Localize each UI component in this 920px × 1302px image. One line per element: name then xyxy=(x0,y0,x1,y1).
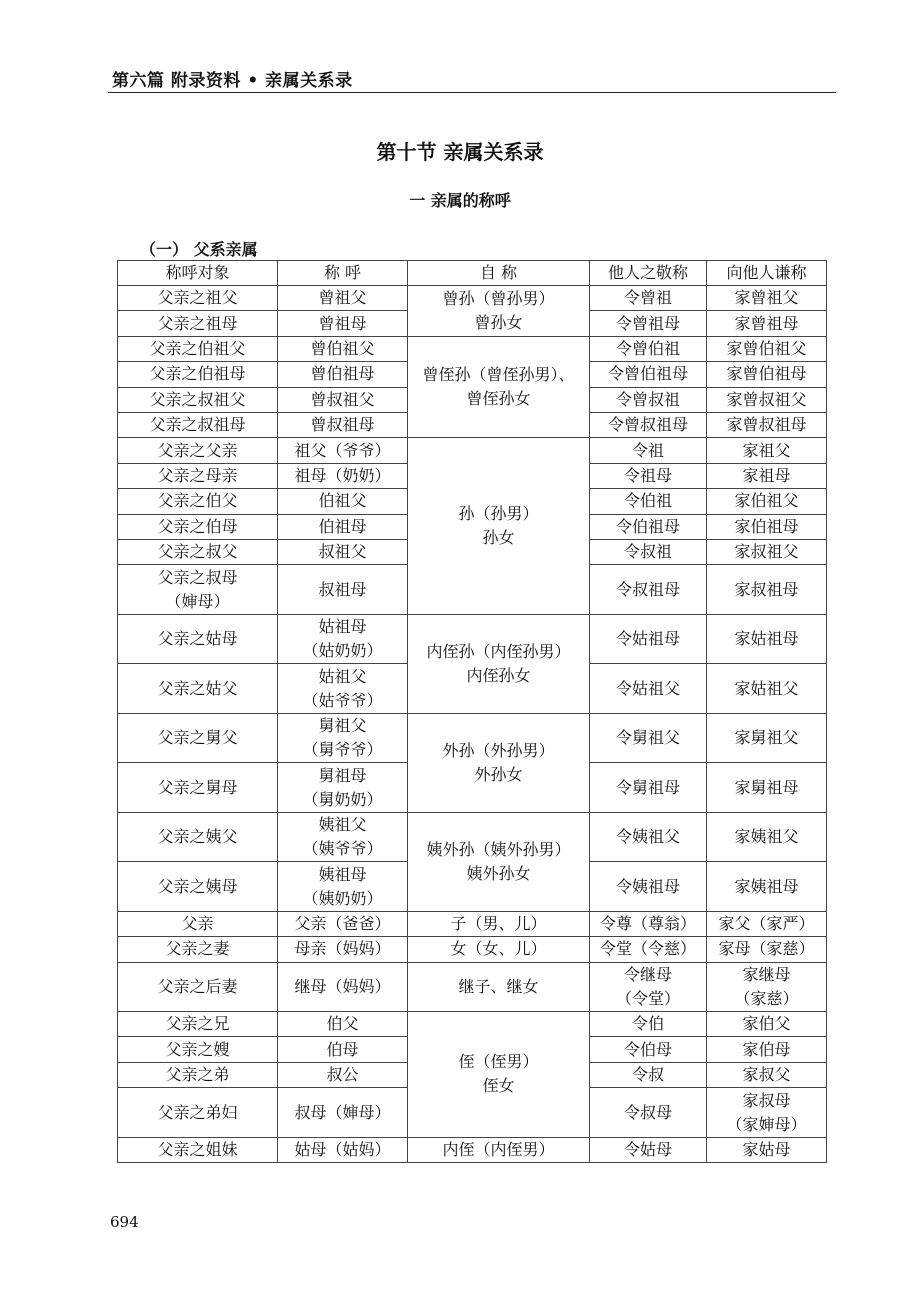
humble-cell: 家叔祖母 xyxy=(707,565,827,615)
call-cell: 姨祖父 （姨爷爷） xyxy=(278,812,408,862)
call-cell: 父亲（爸爸） xyxy=(278,911,408,936)
humble-cell: 家祖父 xyxy=(707,438,827,463)
table-row xyxy=(118,336,827,361)
call-cell: 姑祖母 （姑奶奶） xyxy=(278,614,408,664)
polite-cell: 令舅祖父 xyxy=(590,713,707,763)
call-cell: 姑祖父 （姑爷爷） xyxy=(278,664,408,714)
polite-cell: 令祖 xyxy=(590,438,707,463)
call-cell: 伯母 xyxy=(278,1037,408,1062)
page-number: 694 xyxy=(110,1213,139,1231)
humble-cell: 家曾叔祖母 xyxy=(707,412,827,437)
humble-cell: 家曾叔祖父 xyxy=(707,387,827,412)
polite-cell: 令伯母 xyxy=(590,1037,707,1062)
call-cell: 曾祖母 xyxy=(278,311,408,336)
call-cell: 舅祖母 （舅奶奶） xyxy=(278,763,408,813)
target-cell: 父亲之嫂 xyxy=(118,1037,278,1062)
call-cell: 姨祖母 （姨奶奶） xyxy=(278,862,408,912)
self-cell: 曾侄孙（曾侄孙男）、 曾侄孙女 xyxy=(408,336,590,438)
polite-cell: 令姨祖母 xyxy=(590,862,707,912)
polite-cell: 令继母 （令堂） xyxy=(590,962,707,1012)
table-row xyxy=(118,911,827,936)
humble-cell: 家伯母 xyxy=(707,1037,827,1062)
table-row xyxy=(118,713,827,763)
humble-cell: 家父（家严） xyxy=(707,911,827,936)
target-cell: 父亲之弟 xyxy=(118,1062,278,1087)
table-row xyxy=(118,286,827,311)
polite-cell: 令叔祖母 xyxy=(590,565,707,615)
table-row xyxy=(118,812,827,862)
target-cell: 父亲之舅母 xyxy=(118,763,278,813)
target-cell: 父亲 xyxy=(118,911,278,936)
target-cell: 父亲之母亲 xyxy=(118,463,278,488)
self-cell: 内侄（内侄男） xyxy=(408,1137,590,1162)
running-header: 第六篇 附录资料 • 亲属关系录 xyxy=(112,71,353,91)
call-cell: 曾伯祖母 xyxy=(278,362,408,387)
polite-cell: 令曾叔祖 xyxy=(590,387,707,412)
group-title: （一） 父系亲属 xyxy=(140,240,258,259)
humble-cell: 家舅祖母 xyxy=(707,763,827,813)
polite-cell: 令舅祖母 xyxy=(590,763,707,813)
column-header: 向他人谦称 xyxy=(707,261,827,286)
self-cell: 曾孙（曾孙男） 曾孙女 xyxy=(408,286,590,337)
polite-cell: 令曾祖 xyxy=(590,286,707,311)
humble-cell: 家伯父 xyxy=(707,1012,827,1037)
subsection-title: 一 亲属的称呼 xyxy=(409,191,511,210)
call-cell: 叔祖母 xyxy=(278,565,408,615)
call-cell: 继母（妈妈） xyxy=(278,962,408,1012)
target-cell: 父亲之姨父 xyxy=(118,812,278,862)
humble-cell: 家曾祖母 xyxy=(707,311,827,336)
self-cell: 子（男、儿） xyxy=(408,911,590,936)
call-cell: 伯父 xyxy=(278,1012,408,1037)
column-header: 他人之敬称 xyxy=(590,261,707,286)
table-row xyxy=(118,438,827,463)
call-cell: 曾祖父 xyxy=(278,286,408,311)
call-cell: 叔祖父 xyxy=(278,539,408,564)
humble-cell: 家舅祖父 xyxy=(707,713,827,763)
polite-cell: 令姑祖母 xyxy=(590,614,707,664)
target-cell: 父亲之祖父 xyxy=(118,286,278,311)
polite-cell: 令曾伯祖母 xyxy=(590,362,707,387)
humble-cell: 家叔祖父 xyxy=(707,539,827,564)
section-title: 第十节 亲属关系录 xyxy=(376,140,544,164)
humble-cell: 家姑祖母 xyxy=(707,614,827,664)
target-cell: 父亲之伯父 xyxy=(118,489,278,514)
column-header: 称 呼 xyxy=(278,261,408,286)
humble-cell: 家叔母 （家婶母） xyxy=(707,1088,827,1138)
table-row xyxy=(118,962,827,1012)
humble-cell: 家祖母 xyxy=(707,463,827,488)
target-cell: 父亲之弟妇 xyxy=(118,1088,278,1138)
target-cell: 父亲之兄 xyxy=(118,1012,278,1037)
polite-cell: 令尊（尊翁） xyxy=(590,911,707,936)
target-cell: 父亲之舅父 xyxy=(118,713,278,763)
target-cell: 父亲之后妻 xyxy=(118,962,278,1012)
target-cell: 父亲之父亲 xyxy=(118,438,278,463)
self-cell: 孙（孙男） 孙女 xyxy=(408,438,590,614)
self-cell: 外孙（外孙男） 外孙女 xyxy=(408,713,590,812)
call-cell: 叔公 xyxy=(278,1062,408,1087)
polite-cell: 令叔 xyxy=(590,1062,707,1087)
humble-cell: 家姨祖父 xyxy=(707,812,827,862)
self-cell: 侄（侄男） 侄女 xyxy=(408,1012,590,1138)
target-cell: 父亲之姑父 xyxy=(118,664,278,714)
header-rule xyxy=(108,92,836,93)
column-header: 自 称 xyxy=(408,261,590,286)
call-cell: 叔母（婶母） xyxy=(278,1088,408,1138)
polite-cell: 令伯祖 xyxy=(590,489,707,514)
humble-cell: 家伯祖父 xyxy=(707,489,827,514)
call-cell: 伯祖母 xyxy=(278,514,408,539)
target-cell: 父亲之姨母 xyxy=(118,862,278,912)
target-cell: 父亲之叔祖父 xyxy=(118,387,278,412)
self-cell: 内侄孙（内侄孙男） 内侄孙女 xyxy=(408,614,590,713)
table-row xyxy=(118,614,827,664)
call-cell: 姑母（姑妈） xyxy=(278,1137,408,1162)
polite-cell: 令叔祖 xyxy=(590,539,707,564)
self-cell: 继子、继女 xyxy=(408,962,590,1012)
target-cell: 父亲之姑母 xyxy=(118,614,278,664)
humble-cell: 家曾祖父 xyxy=(707,286,827,311)
humble-cell: 家姑祖父 xyxy=(707,664,827,714)
self-cell: 姨外孙（姨外孙男） 姨外孙女 xyxy=(408,812,590,911)
humble-cell: 家姨祖母 xyxy=(707,862,827,912)
table-row xyxy=(118,1012,827,1037)
polite-cell: 令曾祖母 xyxy=(590,311,707,336)
call-cell: 舅祖父 （舅爷爷） xyxy=(278,713,408,763)
polite-cell: 令姑祖父 xyxy=(590,664,707,714)
call-cell: 曾伯祖父 xyxy=(278,336,408,361)
call-cell: 曾叔祖母 xyxy=(278,412,408,437)
humble-cell: 家继母 （家慈） xyxy=(707,962,827,1012)
call-cell: 祖母（奶奶） xyxy=(278,463,408,488)
target-cell: 父亲之妻 xyxy=(118,937,278,962)
column-header: 称呼对象 xyxy=(118,261,278,286)
humble-cell: 家叔父 xyxy=(707,1062,827,1087)
target-cell: 父亲之伯祖母 xyxy=(118,362,278,387)
polite-cell: 令姨祖父 xyxy=(590,812,707,862)
target-cell: 父亲之叔祖母 xyxy=(118,412,278,437)
call-cell: 祖父（爷爷） xyxy=(278,438,408,463)
target-cell: 父亲之叔父 xyxy=(118,539,278,564)
polite-cell: 令伯祖母 xyxy=(590,514,707,539)
target-cell: 父亲之伯祖父 xyxy=(118,336,278,361)
polite-cell: 令叔母 xyxy=(590,1088,707,1138)
call-cell: 曾叔祖父 xyxy=(278,387,408,412)
humble-cell: 家曾伯祖父 xyxy=(707,336,827,361)
kinship-table xyxy=(117,260,827,1163)
target-cell: 父亲之伯母 xyxy=(118,514,278,539)
table-row xyxy=(118,1137,827,1162)
polite-cell: 令姑母 xyxy=(590,1137,707,1162)
polite-cell: 令堂（令慈） xyxy=(590,937,707,962)
polite-cell: 令曾伯祖 xyxy=(590,336,707,361)
target-cell: 父亲之姐妹 xyxy=(118,1137,278,1162)
target-cell: 父亲之叔母 （婶母） xyxy=(118,565,278,615)
self-cell: 女（女、儿） xyxy=(408,937,590,962)
polite-cell: 令祖母 xyxy=(590,463,707,488)
humble-cell: 家姑母 xyxy=(707,1137,827,1162)
humble-cell: 家曾伯祖母 xyxy=(707,362,827,387)
humble-cell: 家母（家慈） xyxy=(707,937,827,962)
call-cell: 伯祖父 xyxy=(278,489,408,514)
table-header-row xyxy=(118,261,827,286)
polite-cell: 令曾叔祖母 xyxy=(590,412,707,437)
table-row xyxy=(118,937,827,962)
polite-cell: 令伯 xyxy=(590,1012,707,1037)
target-cell: 父亲之祖母 xyxy=(118,311,278,336)
humble-cell: 家伯祖母 xyxy=(707,514,827,539)
call-cell: 母亲（妈妈） xyxy=(278,937,408,962)
